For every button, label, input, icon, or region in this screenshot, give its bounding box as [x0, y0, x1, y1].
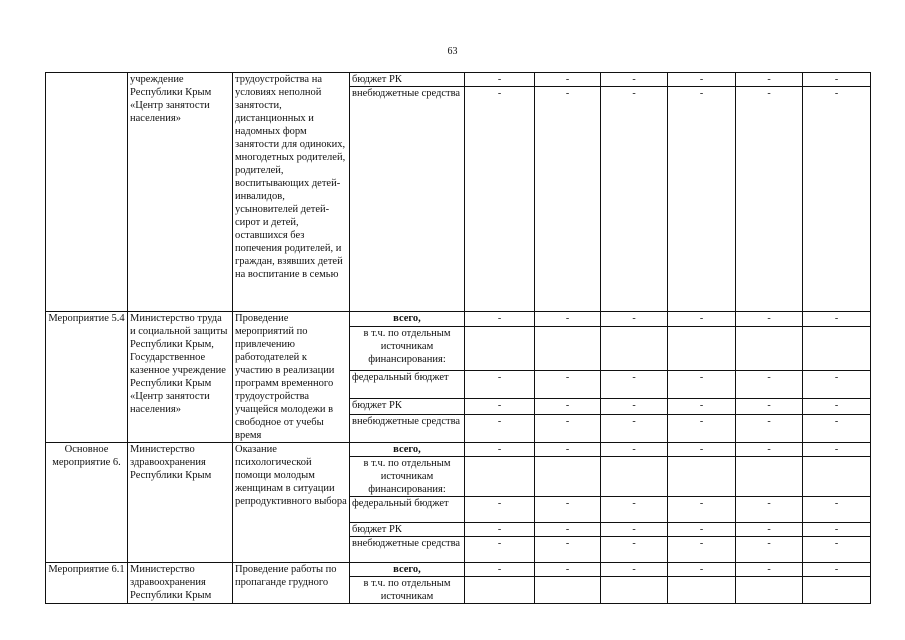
- funding-value-cell: -: [465, 73, 535, 87]
- funding-value-cell: -: [601, 497, 668, 523]
- funding-value-cell: -: [465, 563, 535, 577]
- funding-source-cell: внебюджетные средства: [350, 537, 465, 563]
- funding-value-cell: -: [668, 414, 736, 442]
- funding-value-cell: -: [465, 537, 535, 563]
- funding-value-cell: -: [601, 73, 668, 87]
- funding-value-cell: -: [803, 370, 871, 398]
- funding-value-cell: -: [465, 87, 535, 312]
- funding-source-cell: федеральный бюджет: [350, 370, 465, 398]
- funding-value-cell: [736, 327, 803, 371]
- measure-number-cell: Мероприятие 5.4: [46, 312, 128, 443]
- funding-value-cell: -: [668, 537, 736, 563]
- funding-value-cell: -: [736, 370, 803, 398]
- measure-number-cell: [46, 73, 128, 312]
- funding-value-cell: -: [736, 87, 803, 312]
- measure-content-cell: Оказание психологической помощи молодым женщинам в ситуации репродуктивного выбора: [233, 443, 350, 563]
- funding-value-cell: -: [601, 370, 668, 398]
- funding-value-cell: -: [736, 537, 803, 563]
- funding-value-cell: [736, 577, 803, 604]
- funding-value-cell: -: [803, 497, 871, 523]
- row-measure-6-1-source-0: [46, 563, 871, 577]
- funding-value-cell: -: [535, 523, 601, 537]
- measure-number-cell: Основное мероприятие 6.: [46, 443, 128, 563]
- budget-table: [45, 72, 871, 604]
- funding-value-cell: -: [736, 399, 803, 414]
- funding-value-cell: -: [601, 87, 668, 312]
- funding-value-cell: -: [668, 87, 736, 312]
- funding-source-cell: всего,: [350, 312, 465, 327]
- funding-value-cell: -: [803, 563, 871, 577]
- measure-content-cell: Проведение мероприятий по привлечению работодателей к участию в реализации программ временного трудоустройства учащейся молодежи в свободное от учебы время: [233, 312, 350, 443]
- funding-source-cell: в т.ч. по отдельным источникам финансирования:: [350, 457, 465, 497]
- funding-value-cell: -: [803, 87, 871, 312]
- funding-value-cell: -: [803, 399, 871, 414]
- funding-source-cell: внебюджетные средства: [350, 414, 465, 442]
- funding-value-cell: -: [601, 443, 668, 457]
- executor-cell: Министерство здравоохранения Республики Крым: [128, 563, 233, 604]
- funding-value-cell: [668, 577, 736, 604]
- funding-value-cell: -: [465, 312, 535, 327]
- funding-value-cell: [668, 457, 736, 497]
- funding-value-cell: [803, 327, 871, 371]
- funding-value-cell: [465, 577, 535, 604]
- row-continuation-source-0: [46, 73, 871, 87]
- funding-value-cell: -: [601, 312, 668, 327]
- funding-value-cell: -: [535, 443, 601, 457]
- funding-value-cell: -: [535, 399, 601, 414]
- executor-cell: Министерство труда и социальной защиты Республики Крым, Государственное казенное учреждение Республики Крым «Центр занятости населения»: [128, 312, 233, 443]
- funding-value-cell: [535, 327, 601, 371]
- executor-cell: Министерство здравоохранения Республики Крым: [128, 443, 233, 563]
- funding-value-cell: -: [668, 563, 736, 577]
- funding-source-cell: в т.ч. по отдельным источникам: [350, 577, 465, 604]
- funding-value-cell: -: [601, 414, 668, 442]
- funding-value-cell: -: [535, 563, 601, 577]
- measure-content-cell: трудоустройства на условиях неполной занятости, дистанционных и надомных форм занятости для одиноких, многодетных родителей, родителей, воспитывающих детей-инвалидов, усыновителей детей-сирот и детей, оставшихся без попечения родителей, и граждан, взявших детей на воспитание в семью: [233, 73, 350, 312]
- funding-value-cell: -: [601, 537, 668, 563]
- funding-value-cell: -: [803, 312, 871, 327]
- funding-source-cell: всего,: [350, 563, 465, 577]
- funding-value-cell: -: [736, 497, 803, 523]
- funding-value-cell: -: [465, 497, 535, 523]
- funding-source-cell: федеральный бюджет: [350, 497, 465, 523]
- funding-value-cell: -: [668, 399, 736, 414]
- funding-value-cell: -: [601, 563, 668, 577]
- executor-cell: учреждение Республики Крым «Центр занятости населения»: [128, 73, 233, 312]
- funding-value-cell: -: [668, 73, 736, 87]
- funding-value-cell: [803, 457, 871, 497]
- funding-value-cell: -: [803, 537, 871, 563]
- funding-value-cell: -: [803, 414, 871, 442]
- funding-value-cell: -: [803, 73, 871, 87]
- funding-value-cell: [601, 327, 668, 371]
- row-main-measure-6-source-0: [46, 443, 871, 457]
- funding-value-cell: -: [465, 523, 535, 537]
- row-measure-5-4-source-0: [46, 312, 871, 327]
- funding-source-cell: всего,: [350, 443, 465, 457]
- page-number: 63: [447, 46, 458, 57]
- funding-value-cell: [601, 577, 668, 604]
- funding-value-cell: -: [535, 497, 601, 523]
- funding-value-cell: -: [668, 497, 736, 523]
- funding-value-cell: [668, 327, 736, 371]
- funding-value-cell: [803, 577, 871, 604]
- funding-value-cell: -: [601, 523, 668, 537]
- funding-value-cell: -: [535, 414, 601, 442]
- funding-value-cell: -: [465, 414, 535, 442]
- measure-content-cell: Проведение работы по пропаганде грудного: [233, 563, 350, 604]
- funding-value-cell: [601, 457, 668, 497]
- funding-source-cell: внебюджетные средства: [350, 87, 465, 312]
- funding-value-cell: -: [535, 312, 601, 327]
- measure-number-cell: Мероприятие 6.1: [46, 563, 128, 604]
- funding-value-cell: -: [668, 523, 736, 537]
- funding-value-cell: -: [668, 312, 736, 327]
- funding-value-cell: -: [803, 523, 871, 537]
- funding-value-cell: [535, 457, 601, 497]
- funding-value-cell: -: [736, 414, 803, 442]
- funding-value-cell: [736, 457, 803, 497]
- funding-value-cell: -: [465, 399, 535, 414]
- funding-value-cell: -: [736, 312, 803, 327]
- funding-value-cell: -: [601, 399, 668, 414]
- funding-value-cell: -: [535, 87, 601, 312]
- funding-value-cell: [535, 577, 601, 604]
- funding-source-cell: в т.ч. по отдельным источникам финансирования:: [350, 327, 465, 371]
- funding-source-cell: бюджет РК: [350, 523, 465, 537]
- funding-source-cell: бюджет РК: [350, 73, 465, 87]
- funding-value-cell: -: [803, 443, 871, 457]
- funding-value-cell: -: [535, 370, 601, 398]
- funding-value-cell: -: [465, 443, 535, 457]
- funding-value-cell: [465, 327, 535, 371]
- funding-value-cell: -: [736, 73, 803, 87]
- funding-value-cell: -: [736, 563, 803, 577]
- funding-value-cell: [465, 457, 535, 497]
- funding-value-cell: -: [465, 370, 535, 398]
- funding-value-cell: -: [736, 443, 803, 457]
- funding-value-cell: -: [535, 73, 601, 87]
- funding-source-cell: бюджет РК: [350, 399, 465, 414]
- funding-value-cell: -: [736, 523, 803, 537]
- funding-value-cell: -: [668, 443, 736, 457]
- funding-value-cell: -: [668, 370, 736, 398]
- funding-value-cell: -: [535, 537, 601, 563]
